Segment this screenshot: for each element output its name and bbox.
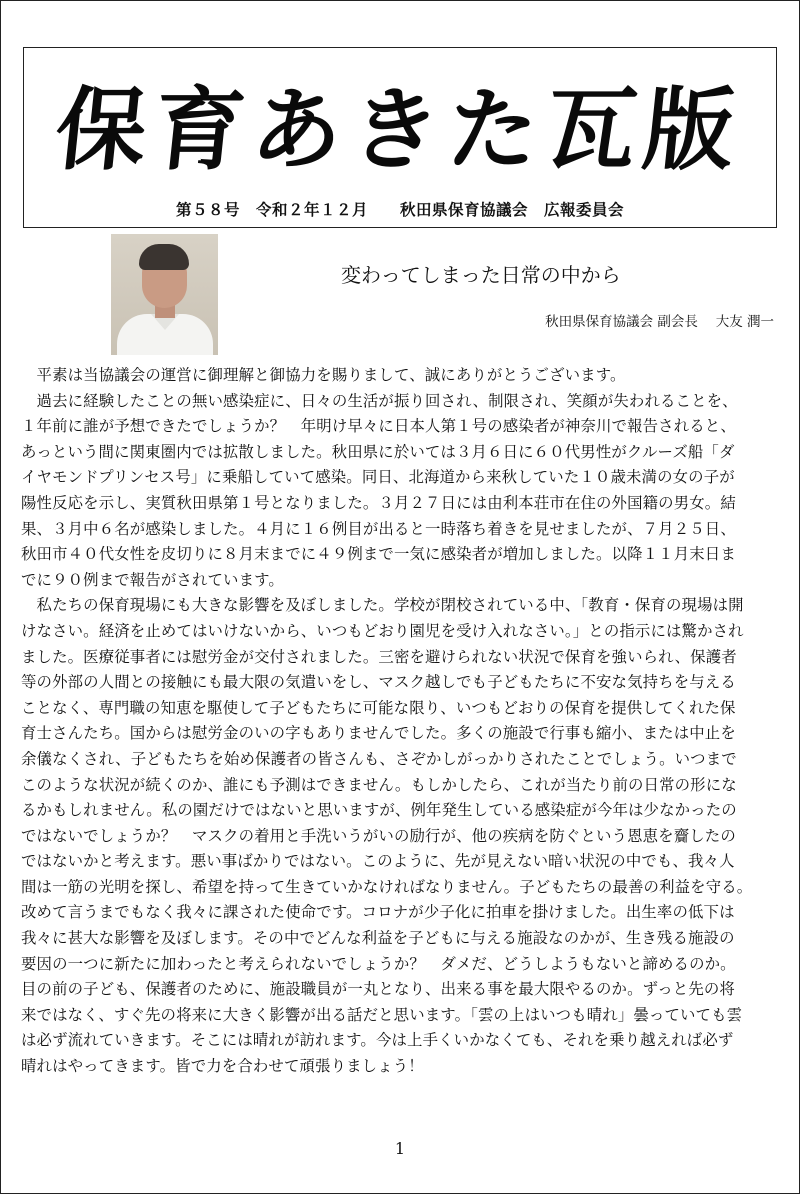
body-line: 目の前の子ども、保護者のために、施設職員が一丸となり、出来る事を最大限やるのか。ずっと先の将 [21, 980, 735, 999]
body-line: イヤモンドプリンセス号」に乗船していて感染。同日、北海道から来秋していた１０歳未満の女の子が [21, 468, 735, 487]
body-line: 過去に経験したことの無い感染症に、日々の生活が振り回され、制限され、笑顔が失われることを、 [21, 391, 738, 410]
article-title: 変わってしまった日常の中から [341, 263, 621, 287]
page-number: 1 [394, 1139, 406, 1158]
body-line: でに９０例まで報告がされています。 [21, 570, 284, 589]
body-line: 余儀なくされ、子どもたちを始め保護者の皆さんも、さぞかしがっかりされたことでしょう。いつまで [21, 749, 737, 768]
photo-hair [139, 244, 189, 270]
body-line: 果、３月中６名が感染しました。４月に１６例目が出ると一時落ち着きを見せましたが、７月２５日、 [21, 519, 736, 538]
body-line: 来ではなく、すぐ先の将来に大きく影響が出る話だと思います。「雲の上はいつも晴れ」曇っていても雲 [21, 1005, 743, 1024]
body-line: １年前に誰が予想できたでしょうか？ 年明け早々に日本人第１号の感染者が神奈川で報告されると、 [21, 417, 736, 436]
body-line: ではないかと考えます。悪い事ばかりではない。このように、先が見えない暗い状況の中でも、我々人 [21, 852, 735, 871]
body-line: 間は一筋の光明を探し、希望を持って生きていかなければなりません。子どもたちの最善の利益を守る。 [21, 877, 753, 896]
body-line: あっという間に関東圏内では拡散しました。秋田県に於いては３月６日に６０代男性がクルーズ船「ダ [21, 442, 735, 461]
body-line: 等の外部の人間との接触にも最大限の気遣いをし、マスク越しでも子どもたちに不安な気持ちを与える [21, 673, 736, 692]
body-line: 育士さんたち。国からは慰労金のいの字もありませんでした。多くの施設で行事も縮小、または中止を [21, 724, 736, 743]
body-line: 晴れはやってきます。皆で力を合わせて頑張りましょう！ [21, 1057, 424, 1076]
body-line: ことなく、専門職の知恵を駆使して子どもたちに可能な限り、いつもどおりの保育を提供してくれた保 [21, 698, 736, 717]
body-line: けなさい。経済を止めてはいけないから、いつもどおり園児を受け入れなさい。」との指示には驚かされ [21, 621, 744, 640]
article-body [21, 363, 781, 1105]
body-line: 我々に甚大な影響を及ぼします。その中でどんな利益を子どもに与える施設なのかが、生き残る施設の [21, 929, 735, 948]
body-line: 私たちの保育現場にも大きな影響を及ぼしました。学校が閉校されている中、「教育・保育の現場は開 [21, 596, 744, 615]
article-byline: 秋田県保育協議会 副会長 大友 潤一 [545, 314, 774, 330]
body-line: 秋田市４０代女性を皮切りに８月末までに４９例まで一気に感染者が増加しました。以降１１月末日ま [21, 545, 736, 564]
body-line: ました。医療従事者には慰労金が交付されました。三密を避けられない状況で保育を強いられ、保護者 [21, 647, 737, 666]
body-line [21, 1080, 781, 1106]
newsletter-title: 保育あきた瓦版 [50, 77, 748, 183]
body-line: 改めて言うまでもなく我々に課された使命です。コロナが少子化に拍車を掛けました。出生率の低下は [21, 903, 735, 922]
body-line: このような状況が続くのか、誰にも予測はできません。もしかしたら、これが当たり前の日常の形にな [21, 775, 737, 794]
body-line: 平素は当協議会の運営に御理解と御協力を賜りまして、誠にありがとうございます。 [21, 366, 626, 384]
author-photo [111, 234, 218, 355]
body-line: るかもしれません。私の園だけではないと思いますが、例年発生している感染症が今年は少なかったの [21, 801, 737, 820]
body-line: ではないでしょうか？ マスクの着用と手洗いうがいの励行が、他の疾病を防ぐという恩恵を齎したの [21, 826, 736, 845]
masthead [23, 47, 777, 228]
body-line: 陽性反応を示し、実質秋田県第１号となりました。３月２７日には由利本荘市在住の外国籍の男女。結 [21, 493, 736, 512]
body-line: は必ず流れていきます。そこには晴れが訪れます。今は上手くいかなくても、それを乗り越えれば必ず [21, 1031, 734, 1050]
body-line: 要因の一つに新たに加わったと考えられないでしょうか？ ダメだ、どうしようもないと諦めるのか。 [21, 954, 736, 973]
issue-info: 第５８号 令和２年１２月 秋田県保育協議会 広報委員会 [175, 201, 624, 219]
